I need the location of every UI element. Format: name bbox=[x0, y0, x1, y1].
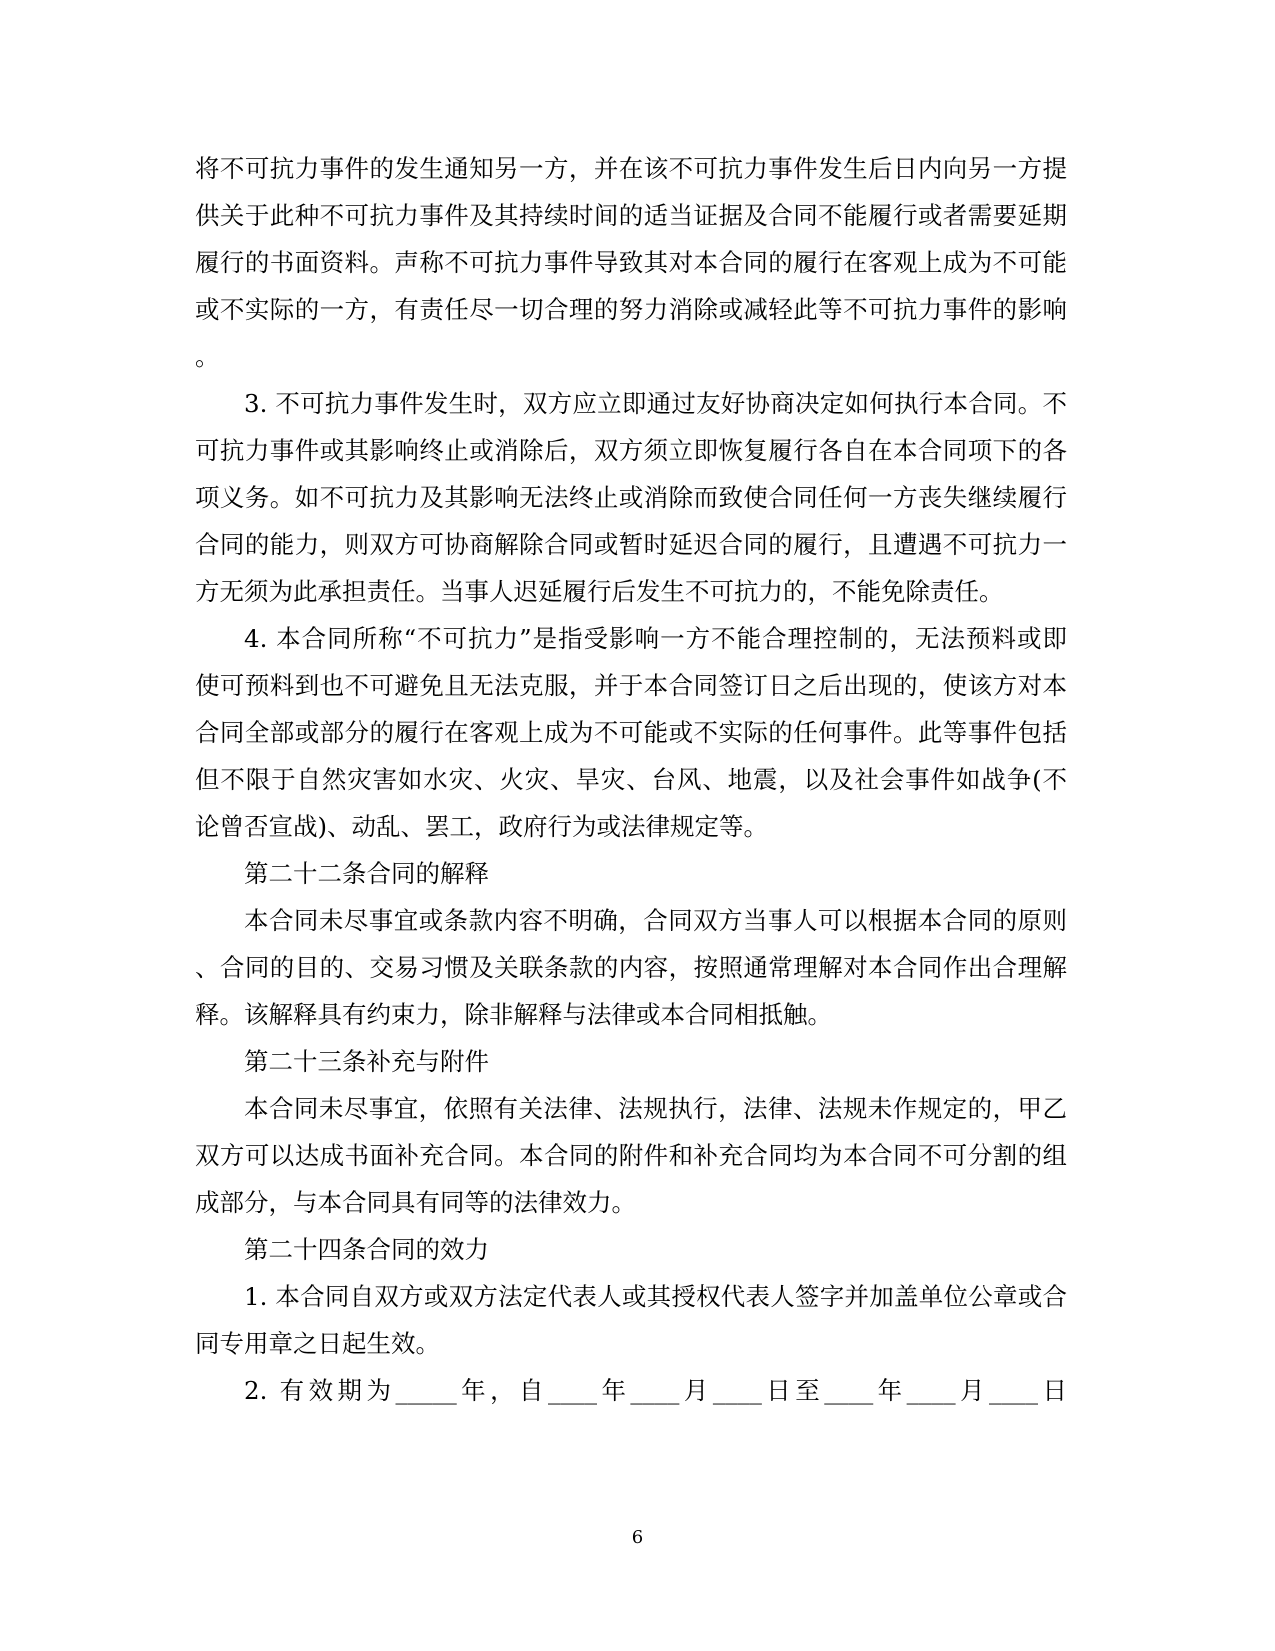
paragraph-line: 使可预料到也不可避免且无法克服，并于本合同签订日之后出现的，使该方对本 bbox=[195, 671, 1067, 700]
paragraph-line: 、合同的目的、交易习惯及关联条款的内容，按照通常理解对本合同作出合理解 bbox=[195, 953, 1067, 982]
section-heading: 第二十三条补充与附件 bbox=[244, 1047, 489, 1076]
paragraph-line: 4. 本合同所称“不可抗力”是指受影响一方不能合理控制的，无法预料或即 bbox=[244, 624, 1067, 653]
paragraph-line: 项义务。如不可抗力及其影响无法终止或消除而致使合同任何一方丧失继续履行 bbox=[195, 483, 1067, 512]
section-heading: 第二十二条合同的解释 bbox=[244, 859, 489, 888]
paragraph-line: 。 bbox=[195, 342, 220, 371]
paragraph-line: 履行的书面资料。声称不可抗力事件导致其对本合同的履行在客观上成为不可能 bbox=[195, 248, 1067, 277]
paragraph-line: 3. 不可抗力事件发生时，双方应立即通过友好协商决定如何执行本合同。不 bbox=[244, 389, 1067, 418]
section-heading: 第二十四条合同的效力 bbox=[244, 1235, 489, 1264]
paragraph-line: 成部分，与本合同具有同等的法律效力。 bbox=[195, 1188, 636, 1217]
paragraph-line: 本合同未尽事宜，依照有关法律、法规执行，法律、法规未作规定的，甲乙 bbox=[244, 1094, 1067, 1123]
paragraph-line: 1. 本合同自双方或双方法定代表人或其授权代表人签字并加盖单位公章或合 bbox=[244, 1282, 1067, 1311]
paragraph-line: 本合同未尽事宜或条款内容不明确，合同双方当事人可以根据本合同的原则 bbox=[244, 906, 1067, 935]
paragraph-line: 供关于此种不可抗力事件及其持续时间的适当证据及合同不能履行或者需要延期 bbox=[195, 201, 1067, 230]
paragraph-line: 合同的能力，则双方可协商解除合同或暂时延迟合同的履行，且遭遇不可抗力一 bbox=[195, 530, 1067, 559]
paragraph-line: 将不可抗力事件的发生通知另一方，并在该不可抗力事件发生后日内向另一方提 bbox=[195, 154, 1067, 183]
paragraph-line: 2. 有效期为_____年，自____年____月____日至____年____月____日 bbox=[244, 1376, 1067, 1405]
paragraph-line: 但不限于自然灾害如水灾、火灾、旱灾、台风、地震，以及社会事件如战争(不 bbox=[195, 765, 1067, 794]
paragraph-line: 合同全部或部分的履行在客观上成为不可能或不实际的任何事件。此等事件包括 bbox=[195, 718, 1067, 747]
page-number: 6 bbox=[631, 1527, 644, 1548]
paragraph-line: 同专用章之日起生效。 bbox=[195, 1329, 440, 1358]
paragraph-line: 释。该解释具有约束力，除非解释与法律或本合同相抵触。 bbox=[195, 1000, 832, 1029]
paragraph-line: 可抗力事件或其影响终止或消除后，双方须立即恢复履行各自在本合同项下的各 bbox=[195, 436, 1067, 465]
paragraph-line: 双方可以达成书面补充合同。本合同的附件和补充合同均为本合同不可分割的组 bbox=[195, 1141, 1067, 1170]
paragraph-line: 或不实际的一方，有责任尽一切合理的努力消除或减轻此等不可抗力事件的影响 bbox=[195, 295, 1067, 324]
paragraph-line: 论曾否宣战)、动乱、罢工，政府行为或法律规定等。 bbox=[195, 812, 769, 841]
paragraph-line: 方无须为此承担责任。当事人迟延履行后发生不可抗力的，不能免除责任。 bbox=[195, 577, 1004, 606]
